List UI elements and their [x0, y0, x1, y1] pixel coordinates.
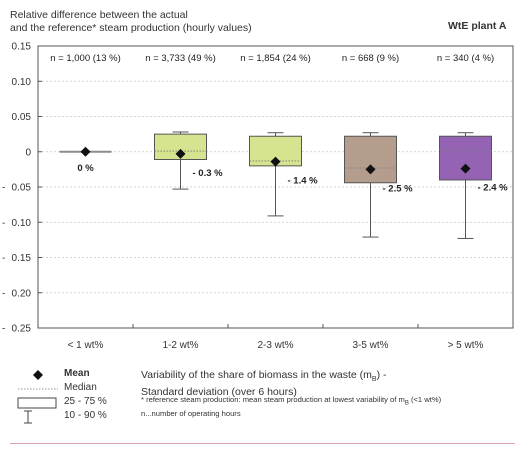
- y-axis-title-line2: and the reference* steam production (hourly values): [10, 22, 252, 34]
- legend-range-label: 10 - 90 %: [64, 410, 107, 421]
- x-axis-title-line1: Variability of the share of biomass in the waste $(m_B)$ -: [141, 369, 387, 384]
- y-axis-title-line1: Relative difference between the actual: [10, 9, 188, 21]
- legend-median-label: Median: [64, 382, 97, 393]
- y-tick-label: 0.15: [11, 41, 31, 53]
- count-label: n = 3,733 (49 %): [145, 53, 216, 64]
- y-tick-label: 0.15: [11, 253, 31, 264]
- bottom-divider: [10, 443, 515, 444]
- iqr-box: [345, 136, 397, 183]
- box-group: [440, 133, 509, 239]
- y-tick-minus-sign: -: [2, 182, 6, 194]
- count-label: n = 1,854 (24 %): [240, 53, 311, 64]
- count-label: n = 668 (9 %): [341, 53, 400, 64]
- plant-label: WtE plant A: [448, 20, 507, 32]
- x-tick-label: > 5 wt%: [447, 340, 484, 351]
- box-group: [60, 147, 112, 174]
- y-tick-minus-sign: -: [2, 288, 6, 300]
- count-label: n = 340 (4 %): [436, 53, 495, 64]
- footnote-n: n...number of operating hours: [141, 409, 241, 419]
- median-dotted-line-icon: [16, 382, 60, 396]
- y-tick-label: 0.05: [11, 112, 31, 123]
- mean-value-label: - 1.4 %: [287, 175, 318, 187]
- x-tick-label: 1-2 wt%: [162, 340, 199, 351]
- box-group: [250, 133, 319, 216]
- x-axis-title-line2: Standard deviation (over 6 hours): [141, 386, 297, 399]
- box-group: [155, 132, 224, 189]
- count-labels: [50, 53, 494, 64]
- iqr-box-icon: [16, 396, 60, 410]
- mean-value-label: - 2.4 %: [477, 182, 508, 194]
- y-tick-label: 0.20: [11, 288, 31, 300]
- y-tick-label: 0.25: [11, 323, 31, 335]
- whisker-icon: [16, 410, 60, 424]
- y-axis-ticks: [2, 42, 42, 335]
- mean-value-label: - 2.5 %: [382, 183, 413, 195]
- footnote-reference: * reference steam production: mean steam production at lowest variability of $m_B$ (<1 wt%): [141, 395, 442, 407]
- y-tick-label: 0.10: [11, 217, 31, 229]
- y-tick-minus-sign: -: [2, 253, 6, 264]
- y-tick-minus-sign: -: [2, 323, 6, 335]
- y-tick-label: 0.05: [11, 182, 31, 194]
- mean-value-label: - 0.3 %: [192, 167, 223, 179]
- y-tick-label: 0.10: [11, 76, 31, 88]
- x-tick-label: 3-5 wt%: [352, 340, 389, 351]
- y-tick-minus-sign: -: [2, 217, 6, 229]
- count-label: n = 1,000 (13 %): [50, 53, 121, 64]
- mean-marker: [81, 147, 91, 157]
- legend-iqr-label: 25 - 75 %: [64, 396, 107, 407]
- mean-value-label: 0 %: [77, 162, 94, 174]
- footnotes: [141, 395, 521, 419]
- box-group: [345, 133, 414, 237]
- x-tick-label: < 1 wt%: [67, 340, 104, 351]
- legend-mean-label: Mean: [64, 368, 90, 379]
- mean-diamond-icon: [16, 368, 60, 382]
- x-tick-label: 2-3 wt%: [257, 340, 294, 351]
- y-tick-label: 0: [25, 147, 31, 159]
